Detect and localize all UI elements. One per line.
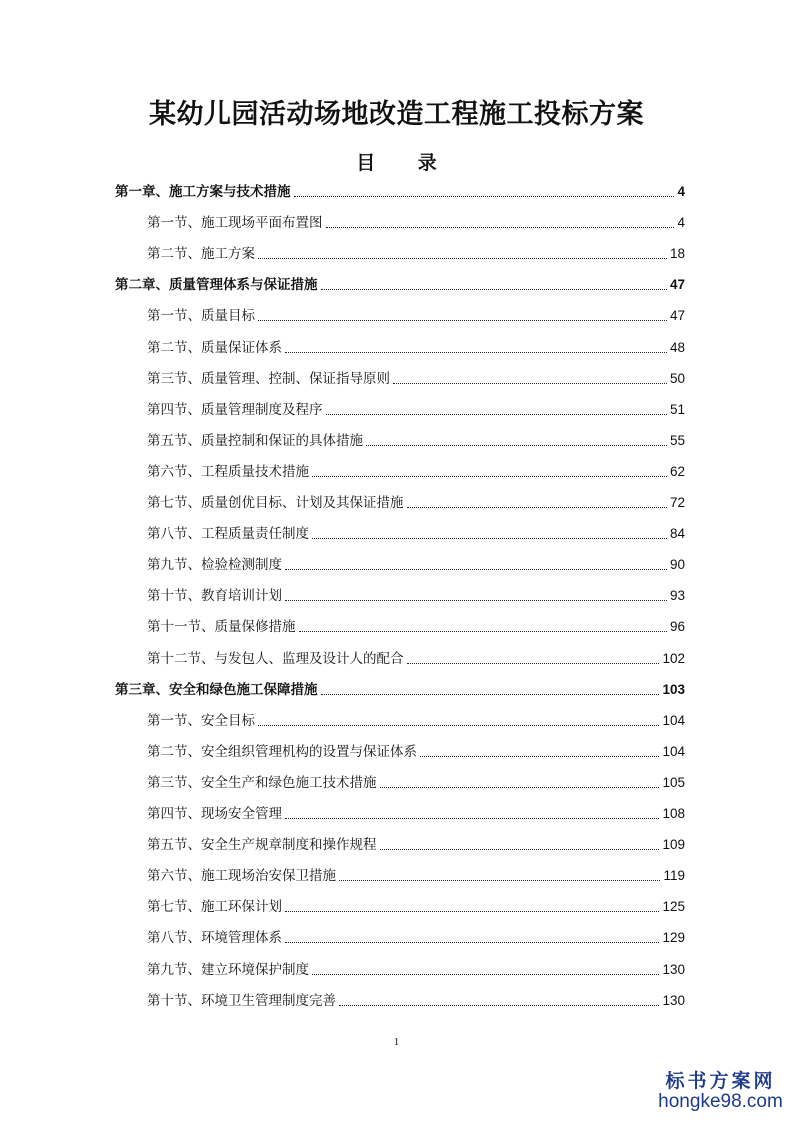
toc-dot-leader bbox=[285, 818, 659, 819]
toc-section-entry[interactable] bbox=[147, 990, 685, 1012]
toc-entry-label: 第九节、检验检测制度 bbox=[147, 557, 282, 574]
toc-section-entry[interactable] bbox=[147, 368, 685, 390]
toc-entry-page: 104 bbox=[662, 712, 685, 728]
toc-entry-label: 第十节、环境卫生管理制度完善 bbox=[147, 992, 336, 1009]
page-number: 1 bbox=[393, 1036, 400, 1048]
toc-dot-leader bbox=[326, 414, 667, 415]
toc-dot-leader bbox=[294, 196, 675, 197]
toc-entry-label: 第七节、施工环保计划 bbox=[147, 899, 282, 916]
toc-dot-leader bbox=[380, 849, 660, 850]
toc-heading: 目 录 bbox=[356, 152, 455, 174]
toc-entry-page: 119 bbox=[663, 868, 685, 884]
toc-entry-page: 84 bbox=[669, 526, 685, 542]
toc-section-entry[interactable] bbox=[147, 896, 685, 918]
toc-dot-leader bbox=[407, 507, 667, 508]
toc-section-entry[interactable] bbox=[147, 803, 685, 825]
toc-entry-page: 18 bbox=[669, 246, 685, 262]
toc-section-entry[interactable] bbox=[147, 399, 685, 421]
toc-entry-label: 第三章、安全和绿色施工保障措施 bbox=[115, 681, 318, 698]
toc-entry-label: 第二节、安全组织管理机构的设置与保证体系 bbox=[147, 743, 417, 760]
watermark-en: hongke98.com bbox=[658, 1091, 783, 1112]
toc-entry-label: 第一章、施工方案与技术措施 bbox=[115, 184, 291, 200]
toc-entry-page: 130 bbox=[662, 992, 685, 1008]
toc-entry-page: 50 bbox=[669, 370, 685, 386]
toc-entry-page: 96 bbox=[669, 619, 685, 635]
toc-section-entry[interactable] bbox=[147, 523, 685, 545]
toc-section-entry[interactable] bbox=[147, 337, 685, 359]
toc-entry-label: 第五节、质量控制和保证的具体措施 bbox=[147, 432, 363, 449]
toc-entry-page: 48 bbox=[669, 339, 685, 355]
toc-section-entry[interactable] bbox=[147, 243, 685, 265]
toc-dot-leader bbox=[380, 787, 660, 788]
toc-entry-page: 102 bbox=[662, 650, 685, 666]
toc-section-entry[interactable] bbox=[147, 492, 685, 514]
toc-section-entry[interactable] bbox=[147, 959, 685, 981]
toc-dot-leader bbox=[285, 352, 667, 353]
toc-section-entry[interactable] bbox=[147, 616, 685, 638]
toc-entry-label: 第六节、施工现场治安保卫措施 bbox=[147, 868, 336, 885]
toc-dot-leader bbox=[285, 569, 667, 570]
toc-section-entry[interactable] bbox=[147, 741, 685, 763]
toc-dot-leader bbox=[393, 383, 667, 384]
toc-entry-label: 第一节、施工现场平面布置图 bbox=[147, 215, 323, 232]
toc-entry-label: 第一节、质量目标 bbox=[147, 308, 255, 325]
toc-entry-page: 51 bbox=[669, 401, 685, 417]
toc-entry-label: 第四节、质量管理制度及程序 bbox=[147, 401, 323, 418]
toc-entry-label: 第十二节、与发包人、监理及设计人的配合 bbox=[147, 650, 404, 667]
toc-entry-page: 47 bbox=[669, 277, 685, 293]
toc-entry-page: 90 bbox=[669, 557, 685, 573]
toc-entry-page: 72 bbox=[669, 495, 685, 510]
toc-entry-page: 47 bbox=[669, 308, 685, 324]
toc-section-entry[interactable] bbox=[147, 430, 685, 452]
toc-section-entry[interactable] bbox=[147, 212, 685, 234]
toc-dot-leader bbox=[366, 445, 667, 446]
toc-entry-page: 109 bbox=[662, 837, 685, 853]
toc-entry-label: 第五节、安全生产规章制度和操作规程 bbox=[147, 837, 377, 854]
toc-section-entry[interactable] bbox=[147, 710, 685, 732]
toc-entry-page: 125 bbox=[662, 899, 685, 915]
toc-entry-label: 第九节、建立环境保护制度 bbox=[147, 961, 309, 978]
toc-dot-leader bbox=[321, 289, 667, 290]
toc-section-entry[interactable] bbox=[147, 305, 685, 327]
toc-entry-label: 第三节、质量管理、控制、保证指导原则 bbox=[147, 370, 390, 387]
toc-entry-page: 55 bbox=[669, 432, 685, 448]
toc-dot-leader bbox=[321, 694, 660, 695]
toc-entry-label: 第二章、质量管理体系与保证措施 bbox=[115, 277, 318, 294]
toc-section-entry[interactable] bbox=[147, 461, 685, 483]
toc-entry-label: 第八节、环境管理体系 bbox=[147, 930, 282, 947]
toc-section-entry[interactable] bbox=[147, 772, 685, 794]
toc-section-entry[interactable] bbox=[147, 927, 685, 949]
toc-dot-leader bbox=[299, 631, 667, 632]
toc-entry-page: 108 bbox=[662, 806, 685, 821]
toc-entry-label: 第十一节、质量保修措施 bbox=[147, 619, 296, 636]
toc-entry-page: 4 bbox=[677, 184, 685, 199]
toc-dot-leader bbox=[420, 756, 659, 757]
toc-dot-leader bbox=[407, 663, 660, 664]
toc-dot-leader bbox=[339, 1005, 659, 1006]
toc-dot-leader bbox=[285, 600, 667, 601]
page-title: 某幼儿园活动场地改造工程施工投标方案 bbox=[149, 99, 644, 130]
toc-entry-page: 129 bbox=[662, 930, 685, 946]
toc-dot-leader bbox=[312, 476, 667, 477]
toc-entry-page: 105 bbox=[662, 774, 685, 790]
toc-entry-page: 4 bbox=[677, 215, 685, 231]
toc-dot-leader bbox=[258, 258, 667, 259]
toc-dot-leader bbox=[258, 725, 659, 726]
toc-chapter-entry[interactable] bbox=[115, 274, 685, 296]
toc-section-entry[interactable] bbox=[147, 554, 685, 576]
toc-section-entry[interactable] bbox=[147, 585, 685, 607]
watermark bbox=[648, 1066, 793, 1113]
toc-entry-label: 第七节、质量创优目标、计划及其保证措施 bbox=[147, 495, 404, 511]
toc-dot-leader bbox=[312, 974, 659, 975]
toc-entry-label: 第四节、现场安全管理 bbox=[147, 806, 282, 822]
toc-section-entry[interactable] bbox=[147, 834, 685, 856]
toc-dot-leader bbox=[339, 880, 660, 881]
toc-entry-label: 第一节、安全目标 bbox=[147, 712, 255, 729]
toc-entry-page: 62 bbox=[669, 463, 685, 479]
toc-dot-leader bbox=[258, 320, 667, 321]
toc-entry-label: 第三节、安全生产和绿色施工技术措施 bbox=[147, 774, 377, 791]
toc-entry-page: 93 bbox=[669, 588, 685, 604]
toc-dot-leader bbox=[312, 538, 667, 539]
toc-entry-page: 103 bbox=[662, 681, 685, 697]
toc-entry-page: 104 bbox=[662, 743, 685, 759]
toc-section-entry[interactable] bbox=[147, 648, 685, 670]
toc-section-entry[interactable] bbox=[147, 865, 685, 887]
toc-entry-label: 第二节、施工方案 bbox=[147, 246, 255, 263]
toc-entry-label: 第八节、工程质量责任制度 bbox=[147, 526, 309, 543]
toc-dot-leader bbox=[326, 227, 675, 228]
toc-dot-leader bbox=[285, 911, 659, 912]
toc-entry-page: 130 bbox=[662, 961, 685, 977]
toc-dot-leader bbox=[285, 942, 659, 943]
toc-chapter-entry[interactable] bbox=[115, 181, 685, 203]
toc-entry-label: 第二节、质量保证体系 bbox=[147, 339, 282, 356]
toc-entry-label: 第十节、教育培训计划 bbox=[147, 588, 282, 605]
watermark-cn: 标书方案网 bbox=[665, 1070, 776, 1092]
toc-chapter-entry[interactable] bbox=[115, 679, 685, 701]
toc-entry-label: 第六节、工程质量技术措施 bbox=[147, 463, 309, 480]
